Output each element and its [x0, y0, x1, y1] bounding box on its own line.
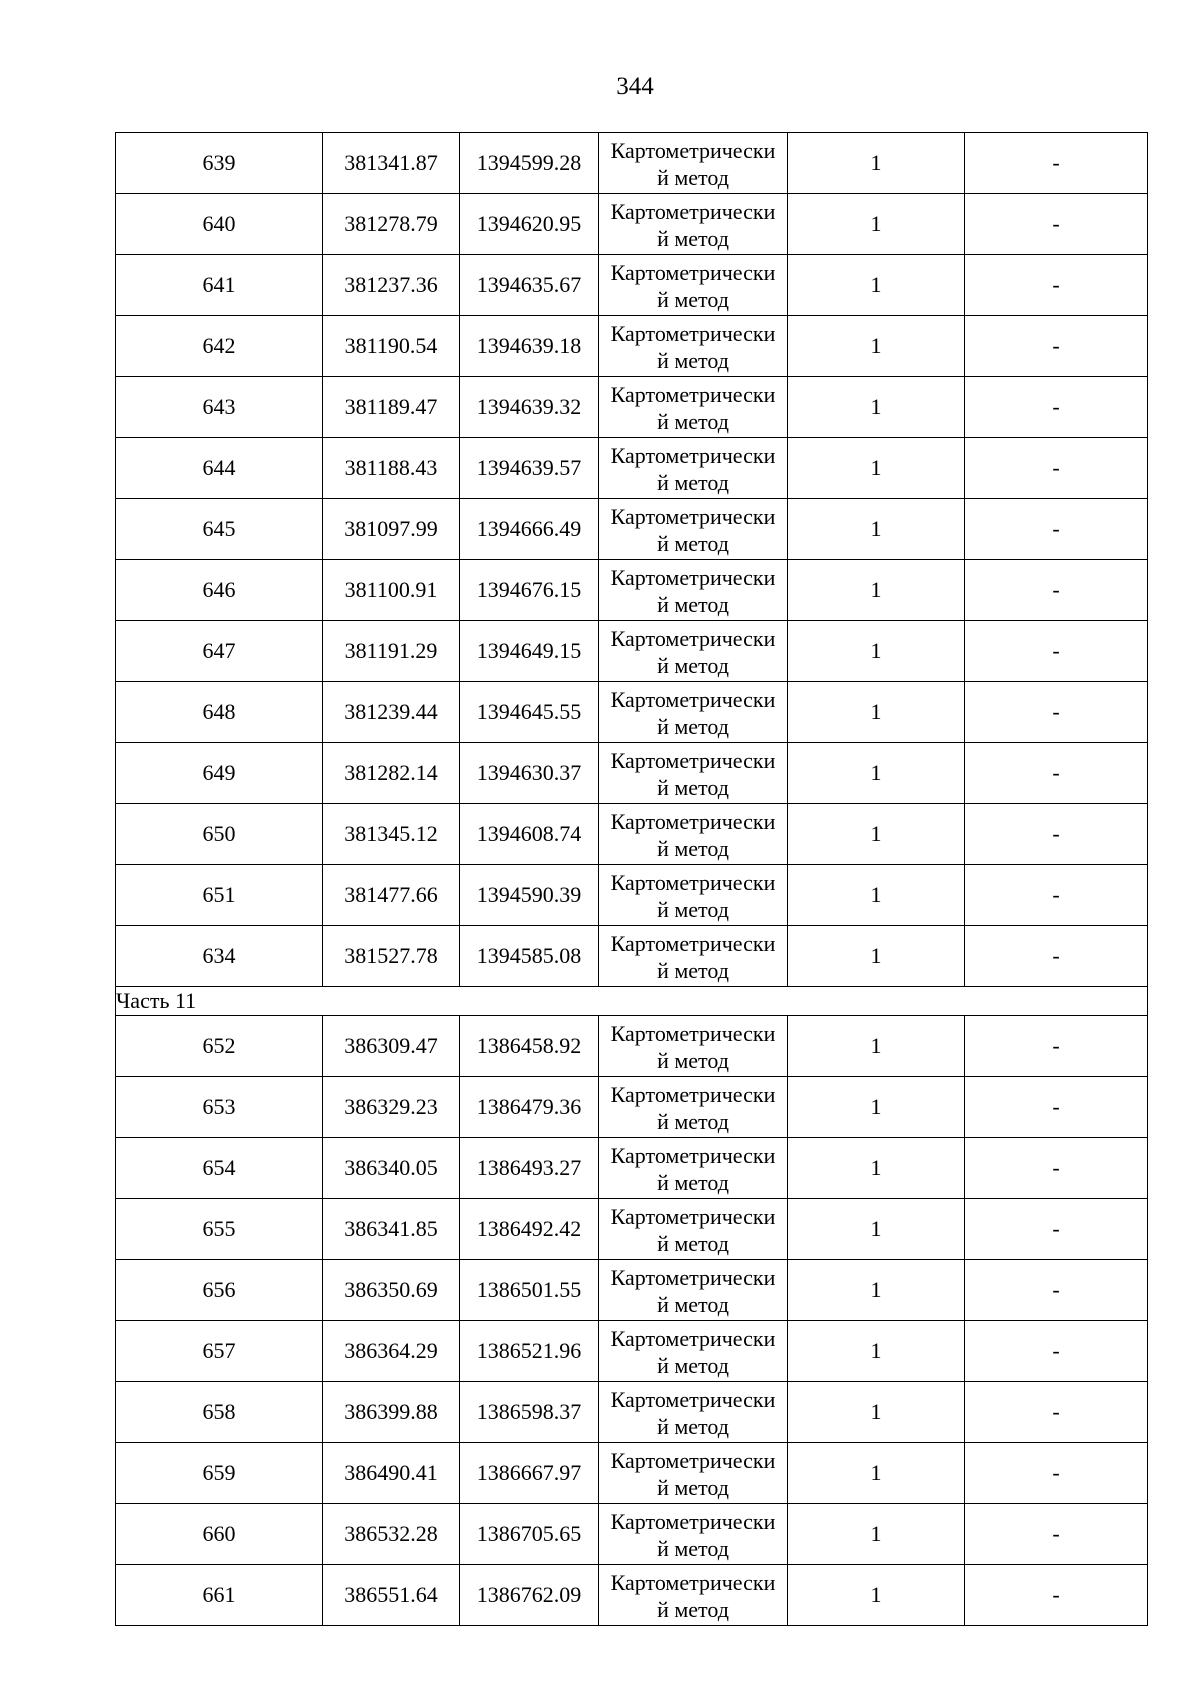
method-cell — [599, 1260, 788, 1321]
table-row — [116, 1016, 1148, 1077]
section-header-row — [116, 987, 1148, 1016]
accuracy-cell: 1 — [788, 865, 965, 926]
note-cell: - — [965, 1504, 1148, 1565]
method-text-line: й метод — [657, 1170, 729, 1195]
accuracy-cell: 1 — [788, 1077, 965, 1138]
note-cell: - — [965, 743, 1148, 804]
method-text-line: й метод — [657, 531, 729, 556]
note-cell: - — [965, 865, 1148, 926]
method-text-line: й метод — [657, 897, 729, 922]
method-text-line: Картометрически — [610, 1387, 776, 1412]
method-cell — [599, 255, 788, 316]
method-text-line: Картометрически — [610, 931, 776, 956]
method-text-line: Картометрически — [610, 1204, 776, 1229]
point-number-cell: 658 — [116, 1382, 323, 1443]
method-cell — [599, 499, 788, 560]
method-cell — [599, 926, 788, 987]
point-number-cell: 651 — [116, 865, 323, 926]
x-coordinate-cell: 381191.29 — [323, 621, 460, 682]
table-row — [116, 1565, 1148, 1626]
method-cell — [599, 1382, 788, 1443]
coordinates-table — [115, 132, 1148, 1626]
table-row — [116, 194, 1148, 255]
table-row — [116, 865, 1148, 926]
y-coordinate-cell: 1386762.09 — [460, 1565, 599, 1626]
accuracy-cell: 1 — [788, 926, 965, 987]
x-coordinate-cell: 381477.66 — [323, 865, 460, 926]
x-coordinate-cell: 381190.54 — [323, 316, 460, 377]
page-number: 344 — [616, 73, 654, 100]
point-number-cell: 648 — [116, 682, 323, 743]
accuracy-cell: 1 — [788, 194, 965, 255]
x-coordinate-cell: 381527.78 — [323, 926, 460, 987]
table-row — [116, 1260, 1148, 1321]
method-text-line: й метод — [657, 775, 729, 800]
y-coordinate-cell: 1394599.28 — [460, 133, 599, 194]
note-cell: - — [965, 377, 1148, 438]
method-cell — [599, 865, 788, 926]
method-text-line: Картометрически — [610, 1570, 776, 1595]
x-coordinate-cell: 381278.79 — [323, 194, 460, 255]
method-text-line: й метод — [657, 714, 729, 739]
note-cell: - — [965, 1382, 1148, 1443]
method-text-line: й метод — [657, 409, 729, 434]
method-cell — [599, 194, 788, 255]
x-coordinate-cell: 386364.29 — [323, 1321, 460, 1382]
method-cell — [599, 621, 788, 682]
y-coordinate-cell: 1394620.95 — [460, 194, 599, 255]
x-coordinate-cell: 386490.41 — [323, 1443, 460, 1504]
point-number-cell: 659 — [116, 1443, 323, 1504]
accuracy-cell: 1 — [788, 1199, 965, 1260]
method-text-line: й метод — [657, 1353, 729, 1378]
method-cell — [599, 682, 788, 743]
method-text-line: й метод — [657, 287, 729, 312]
table-row — [116, 621, 1148, 682]
point-number-cell: 660 — [116, 1504, 323, 1565]
point-number-cell: 642 — [116, 316, 323, 377]
table-row — [116, 804, 1148, 865]
accuracy-cell: 1 — [788, 316, 965, 377]
accuracy-cell: 1 — [788, 133, 965, 194]
table-row — [116, 1504, 1148, 1565]
table-row — [116, 255, 1148, 316]
method-text-line: Картометрически — [610, 1143, 776, 1168]
method-text-line: Картометрически — [610, 748, 776, 773]
method-text-line: й метод — [657, 958, 729, 983]
y-coordinate-cell: 1394590.39 — [460, 865, 599, 926]
method-text-line: й метод — [657, 165, 729, 190]
method-text-line: й метод — [657, 1597, 729, 1622]
y-coordinate-cell: 1386458.92 — [460, 1016, 599, 1077]
method-text-line: й метод — [657, 1414, 729, 1439]
method-cell — [599, 1077, 788, 1138]
table-row — [116, 316, 1148, 377]
method-text-line: Картометрически — [610, 321, 776, 346]
y-coordinate-cell: 1394639.57 — [460, 438, 599, 499]
y-coordinate-cell: 1394608.74 — [460, 804, 599, 865]
method-cell — [599, 316, 788, 377]
y-coordinate-cell: 1394585.08 — [460, 926, 599, 987]
method-text-line: й метод — [657, 1475, 729, 1500]
table-row — [116, 743, 1148, 804]
point-number-cell: 650 — [116, 804, 323, 865]
x-coordinate-cell: 381282.14 — [323, 743, 460, 804]
method-text-line: й метод — [657, 470, 729, 495]
x-coordinate-cell: 386329.23 — [323, 1077, 460, 1138]
accuracy-cell: 1 — [788, 1138, 965, 1199]
note-cell: - — [965, 682, 1148, 743]
method-text-line: й метод — [657, 348, 729, 373]
y-coordinate-cell: 1394645.55 — [460, 682, 599, 743]
method-text-line: Картометрически — [610, 443, 776, 468]
x-coordinate-cell: 381188.43 — [323, 438, 460, 499]
table-row — [116, 1077, 1148, 1138]
note-cell: - — [965, 1138, 1148, 1199]
point-number-cell: 655 — [116, 1199, 323, 1260]
method-text-line: Картометрически — [610, 565, 776, 590]
point-number-cell: 649 — [116, 743, 323, 804]
point-number-cell: 634 — [116, 926, 323, 987]
accuracy-cell: 1 — [788, 377, 965, 438]
method-text-line: й метод — [657, 226, 729, 251]
method-text-line: Картометрически — [610, 199, 776, 224]
method-cell — [599, 560, 788, 621]
x-coordinate-cell: 381237.36 — [323, 255, 460, 316]
method-cell — [599, 438, 788, 499]
method-text-line: Картометрически — [610, 626, 776, 651]
point-number-cell: 657 — [116, 1321, 323, 1382]
y-coordinate-cell: 1386521.96 — [460, 1321, 599, 1382]
note-cell: - — [965, 804, 1148, 865]
method-text-line: Картометрически — [610, 138, 776, 163]
table-row — [116, 682, 1148, 743]
x-coordinate-cell: 386399.88 — [323, 1382, 460, 1443]
method-cell — [599, 1565, 788, 1626]
y-coordinate-cell: 1386501.55 — [460, 1260, 599, 1321]
y-coordinate-cell: 1386705.65 — [460, 1504, 599, 1565]
method-text-line: Картометрически — [610, 1509, 776, 1534]
point-number-cell: 643 — [116, 377, 323, 438]
x-coordinate-cell: 386350.69 — [323, 1260, 460, 1321]
method-cell — [599, 1199, 788, 1260]
table-row — [116, 133, 1148, 194]
method-text-line: Картометрически — [610, 1448, 776, 1473]
method-text-line: Картометрически — [610, 1326, 776, 1351]
point-number-cell: 641 — [116, 255, 323, 316]
accuracy-cell: 1 — [788, 682, 965, 743]
method-cell — [599, 1321, 788, 1382]
table-row — [116, 560, 1148, 621]
table-row — [116, 926, 1148, 987]
method-text-line: й метод — [657, 1048, 729, 1073]
method-text-line: Картометрически — [610, 1265, 776, 1290]
point-number-cell: 647 — [116, 621, 323, 682]
y-coordinate-cell: 1394635.67 — [460, 255, 599, 316]
method-text-line: й метод — [657, 1109, 729, 1134]
x-coordinate-cell: 386532.28 — [323, 1504, 460, 1565]
y-coordinate-cell: 1394666.49 — [460, 499, 599, 560]
note-cell: - — [965, 255, 1148, 316]
table-row — [116, 377, 1148, 438]
x-coordinate-cell: 381189.47 — [323, 377, 460, 438]
accuracy-cell: 1 — [788, 1382, 965, 1443]
x-coordinate-cell: 381097.99 — [323, 499, 460, 560]
method-text-line: й метод — [657, 653, 729, 678]
accuracy-cell: 1 — [788, 438, 965, 499]
method-text-line: й метод — [657, 1231, 729, 1256]
accuracy-cell: 1 — [788, 1016, 965, 1077]
method-cell — [599, 804, 788, 865]
x-coordinate-cell: 386340.05 — [323, 1138, 460, 1199]
x-coordinate-cell: 381341.87 — [323, 133, 460, 194]
y-coordinate-cell: 1386493.27 — [460, 1138, 599, 1199]
point-number-cell: 652 — [116, 1016, 323, 1077]
method-text-line: Картометрически — [610, 870, 776, 895]
accuracy-cell: 1 — [788, 1565, 965, 1626]
point-number-cell: 639 — [116, 133, 323, 194]
table-row — [116, 1382, 1148, 1443]
method-text-line: й метод — [657, 1292, 729, 1317]
table-row — [116, 1321, 1148, 1382]
note-cell: - — [965, 1260, 1148, 1321]
method-text-line: й метод — [657, 1536, 729, 1561]
note-cell: - — [965, 1443, 1148, 1504]
point-number-cell: 646 — [116, 560, 323, 621]
x-coordinate-cell: 386341.85 — [323, 1199, 460, 1260]
x-coordinate-cell: 381239.44 — [323, 682, 460, 743]
note-cell: - — [965, 1321, 1148, 1382]
note-cell: - — [965, 499, 1148, 560]
note-cell: - — [965, 438, 1148, 499]
note-cell: - — [965, 621, 1148, 682]
accuracy-cell: 1 — [788, 1321, 965, 1382]
x-coordinate-cell: 381100.91 — [323, 560, 460, 621]
y-coordinate-cell: 1394639.18 — [460, 316, 599, 377]
method-cell — [599, 1138, 788, 1199]
method-cell — [599, 133, 788, 194]
accuracy-cell: 1 — [788, 1443, 965, 1504]
note-cell: - — [965, 1016, 1148, 1077]
accuracy-cell: 1 — [788, 255, 965, 316]
x-coordinate-cell: 386309.47 — [323, 1016, 460, 1077]
accuracy-cell: 1 — [788, 1504, 965, 1565]
table-row — [116, 1199, 1148, 1260]
y-coordinate-cell: 1386598.37 — [460, 1382, 599, 1443]
point-number-cell: 661 — [116, 1565, 323, 1626]
note-cell: - — [965, 133, 1148, 194]
method-text-line: Картометрически — [610, 687, 776, 712]
x-coordinate-cell: 381345.12 — [323, 804, 460, 865]
accuracy-cell: 1 — [788, 743, 965, 804]
method-cell — [599, 1504, 788, 1565]
accuracy-cell: 1 — [788, 621, 965, 682]
y-coordinate-cell: 1386479.36 — [460, 1077, 599, 1138]
point-number-cell: 645 — [116, 499, 323, 560]
accuracy-cell: 1 — [788, 499, 965, 560]
y-coordinate-cell: 1394630.37 — [460, 743, 599, 804]
method-cell — [599, 743, 788, 804]
note-cell: - — [965, 1199, 1148, 1260]
accuracy-cell: 1 — [788, 1260, 965, 1321]
table-row — [116, 1138, 1148, 1199]
y-coordinate-cell: 1386492.42 — [460, 1199, 599, 1260]
note-cell: - — [965, 560, 1148, 621]
note-cell: - — [965, 1565, 1148, 1626]
point-number-cell: 644 — [116, 438, 323, 499]
note-cell: - — [965, 1077, 1148, 1138]
method-text-line: Картометрически — [610, 260, 776, 285]
table-row — [116, 438, 1148, 499]
table-row — [116, 499, 1148, 560]
method-text-line: Картометрически — [610, 504, 776, 529]
method-cell — [599, 1016, 788, 1077]
method-text-line: Картометрически — [610, 382, 776, 407]
method-text-line: Картометрически — [610, 809, 776, 834]
y-coordinate-cell: 1394676.15 — [460, 560, 599, 621]
method-cell — [599, 1443, 788, 1504]
point-number-cell: 653 — [116, 1077, 323, 1138]
table-row — [116, 1443, 1148, 1504]
y-coordinate-cell: 1386667.97 — [460, 1443, 599, 1504]
method-text-line: Картометрически — [610, 1082, 776, 1107]
method-text-line: Картометрически — [610, 1021, 776, 1046]
note-cell: - — [965, 926, 1148, 987]
accuracy-cell: 1 — [788, 560, 965, 621]
method-cell — [599, 377, 788, 438]
point-number-cell: 656 — [116, 1260, 323, 1321]
accuracy-cell: 1 — [788, 804, 965, 865]
point-number-cell: 654 — [116, 1138, 323, 1199]
section-title: Часть 11 — [116, 987, 1148, 1016]
method-text-line: й метод — [657, 592, 729, 617]
point-number-cell: 640 — [116, 194, 323, 255]
coordinates-table-body — [116, 133, 1148, 1626]
y-coordinate-cell: 1394649.15 — [460, 621, 599, 682]
x-coordinate-cell: 386551.64 — [323, 1565, 460, 1626]
y-coordinate-cell: 1394639.32 — [460, 377, 599, 438]
note-cell: - — [965, 194, 1148, 255]
method-text-line: й метод — [657, 836, 729, 861]
note-cell: - — [965, 316, 1148, 377]
